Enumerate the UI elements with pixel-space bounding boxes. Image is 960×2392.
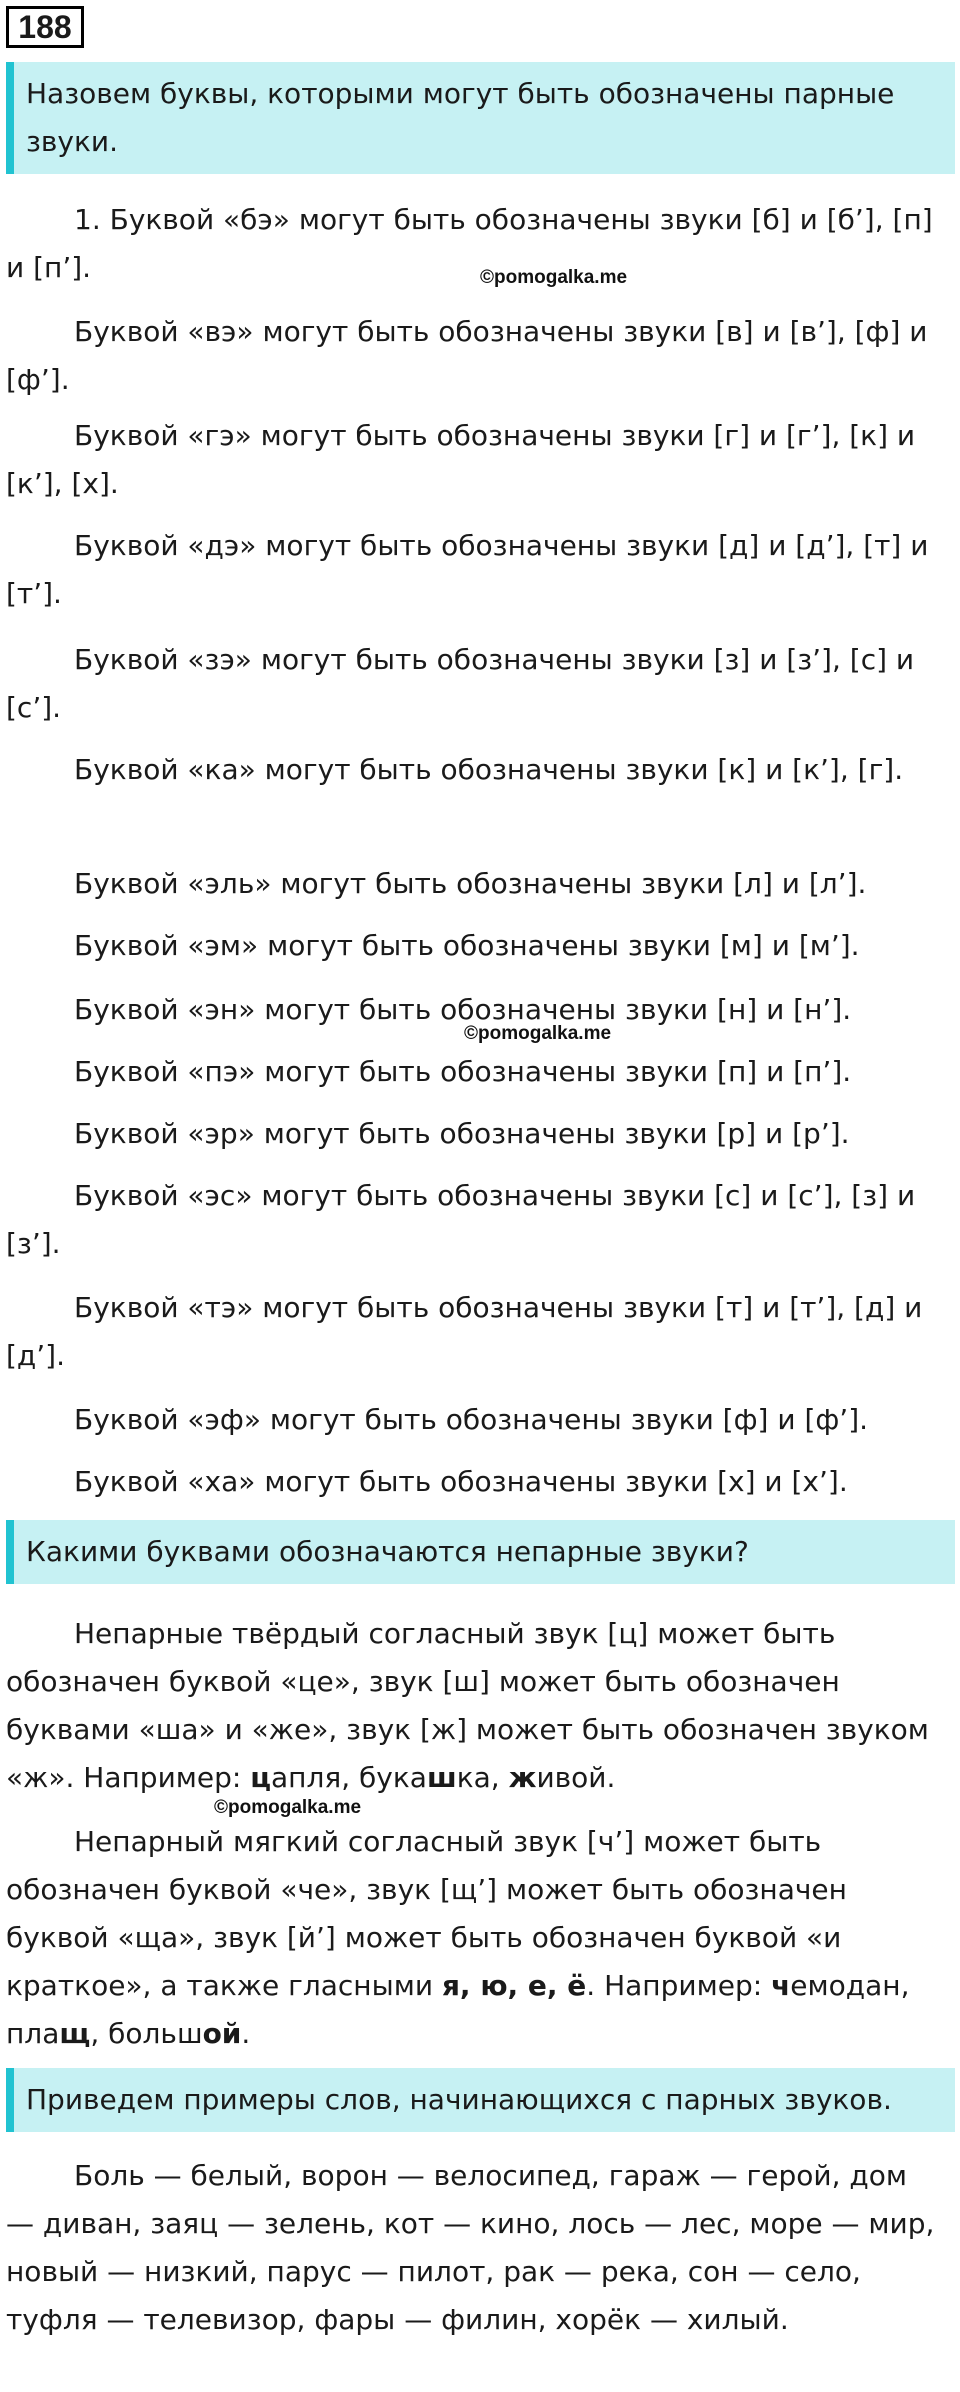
section-heading-unpaired-sounds: Какими буквами обозначаются непарные звуки? [6,1520,955,1584]
paragraph-unpaired-hard [6,1610,936,1802]
watermark: ©pomogalka.me [480,267,628,288]
example-bold-letter: ц [250,1761,272,1794]
example-intro: . Например: [586,1969,763,2002]
paragraph-letter-en: Буквой «эн» могут быть обозначены звуки [н] и [н’]. [74,993,852,1026]
example-word-part: пла [6,2017,60,2050]
unpaired-soft-text: Непарный мягкий согласный звук [ч’] может быть обозначен буквой «че», звук [щ’] может быть обозначен буквой «ща», звук [й’] может быть обозначен буквой «и краткое», а также гласными [6,1825,847,2002]
vowels-bold: я, ю, е, ё [441,1969,587,2002]
watermark: ©pomogalka.me [214,1797,362,1818]
section-heading-paired-examples: Приведем примеры слов, начинающихся с парных звуков. [6,2068,955,2132]
example-bold-letter: ж [508,1761,537,1794]
paragraph-letter-el: Буквой «эль» могут быть обозначены звуки [л] и [л’]. [74,867,867,900]
paragraph-letter-em: Буквой «эм» могут быть обозначены звуки [м] и [м’]. [74,929,860,962]
paragraph-letter-pe: Буквой «пэ» могут быть обозначены звуки [п] и [п’]. [74,1055,852,1088]
exercise-number: 188 [6,6,84,48]
example-word-part: больш [108,2017,203,2050]
paragraph-letter-ka: Буквой «ка» могут быть обозначены звуки [к] и [к’], [г]. [74,753,904,786]
example-word-part: , [90,2017,100,2050]
paragraph-letter-ge: Буквой «гэ» могут быть обозначены звуки [г] и [г’], [к] и [к’], [х]. [6,419,916,500]
unpaired-hard-text: Непарные твёрдый согласный звук [ц] может быть обозначен буквой «це», звук [ш] может быть обозначен буквами «ша» и «же», звук [ж] может быть обозначен звуком «ж». Например: [6,1617,929,1794]
example-word-part: бука [359,1761,427,1794]
paragraph-letter-ef: Буквой «эф» могут быть обозначены звуки [ф] и [ф’]. [74,1403,869,1436]
paragraph-letter-de: Буквой «дэ» могут быть обозначены звуки [д] и [д’], [т] и [т’]. [6,529,929,610]
paragraph-letter-er: Буквой «эр» могут быть обозначены звуки [р] и [р’]. [74,1117,850,1150]
section-heading-paired-letters: Назовем буквы, которыми могут быть обозначены парные звуки. [6,62,955,174]
example-word-part: емодан, [790,1969,910,2002]
example-word-part: . [241,2017,251,2050]
example-word-part: ка, [456,1761,500,1794]
paragraph-letter-es: Буквой «эс» могут быть обозначены звуки [с] и [с’], [з] и [з’]. [6,1179,916,1260]
example-bold-letter: ч [771,1969,791,2002]
paragraph-letter-be: 1. Буквой «бэ» могут быть обозначены звуки [б] и [б’], [п] и [п’]. [6,203,933,284]
paragraph-unpaired-soft [6,1818,936,2058]
watermark: ©pomogalka.me [464,1023,612,1044]
example-bold-letter: ой [202,2017,242,2050]
example-word-part: ивой. [536,1761,616,1794]
paragraph-letter-ha: Буквой «ха» могут быть обозначены звуки [х] и [х’]. [74,1465,848,1498]
example-bold-letter: ш [426,1761,457,1794]
example-word-part: апля, [271,1761,351,1794]
paragraph-word-examples: Боль — белый, ворон — велосипед, гараж — герой, дом — диван, заяц — зелень, кот — кино, лось — лес, море — мир, новый — низкий, парус — пилот, рак — река, сон — село, туфля — телевизор, фары — филин, хорёк — хилый. [6,2159,935,2336]
example-bold-letter: щ [59,2017,91,2050]
paragraph-letter-te: Буквой «тэ» могут быть обозначены звуки [т] и [т’], [д] и [д’]. [6,1291,923,1372]
paragraph-letter-ve: Буквой «вэ» могут быть обозначены звуки [в] и [в’], [ф] и [ф’]. [6,315,928,396]
paragraph-letter-ze: Буквой «зэ» могут быть обозначены звуки [з] и [з’], [с] и [с’]. [6,643,915,724]
